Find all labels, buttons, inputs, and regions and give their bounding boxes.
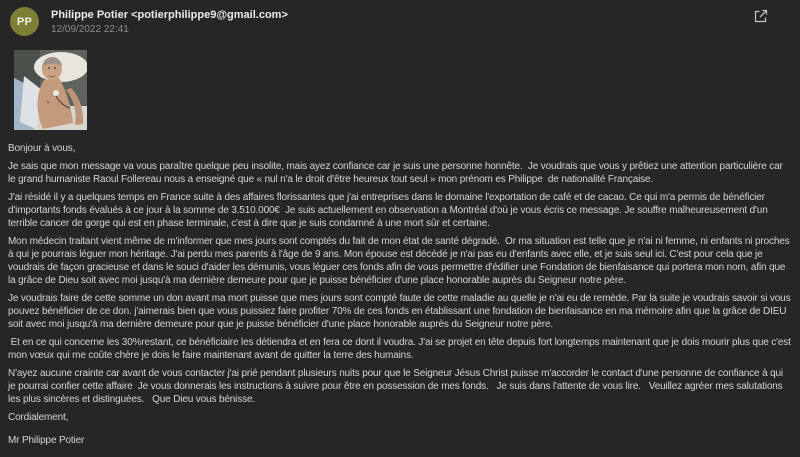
sender-name-address[interactable]: Philippe Potier <potierphilippe9@gmail.com> <box>51 9 288 21</box>
embedded-patient-photo[interactable] <box>14 50 87 130</box>
body-paragraph: N'ayez aucune crainte car avant de vous contacter j'ai prié pendant plusieurs nuits pour que le Seigneur Jésus Christ puisse m'accorder le contact d'une personne de confiance à qui je pourrai confier cette affaire Je vous donnerais les instructions à suivre pour être en possession de mes fonds. Je suis dans l'attente de vous lire. Veuillez agréer mes salutations les plus sincères et distinguées. Que Dieu vous bénisse. <box>8 368 786 405</box>
sender-info <box>51 7 288 37</box>
signature-text: Mr Philippe Potier <box>8 435 85 446</box>
body-paragraph: Je voudrais faire de cette somme un don avant ma mort puisse que mes jours sont compté faute de cette maladie au quelle je n'ai eu de remède. Par la suite je voudrais savoir si vous pouvez bénéficier de ce don. j'aimerais bien que vous puissiez faire profiter 70% de ces fonds en établissant une fondation de bienfaisance en ma mémoire afin que la grâce de DIEU soit avec moi jusqu'à ma dernière demeure pour que je puisse bénéficier d'une place honorable auprès du Seigneur notre père. <box>8 293 794 330</box>
body-paragraph: Et en ce qui concerne les 30%restant, ce bénéficiaire les détiendra et en fera ce dont il voudra. J'ai se projet en tête depuis fort longtemps maintenant que je dois mourir plus que c'est mon vœux qui me coûte chère je dois le faire maintenant avant de quitter la terre des humains. <box>8 337 794 361</box>
greeting-text: Bonjour à vous, <box>8 143 76 154</box>
email-body <box>8 142 792 452</box>
message-timestamp: 12/09/2022 22:41 <box>51 24 129 35</box>
open-in-new-window-icon[interactable] <box>752 7 770 25</box>
closing-text: Cordialement, <box>8 412 69 423</box>
body-paragraph: Mon médecin traitant vient même de m'informer que mes jours sont comptés du fait de mon état de santé dégradé. Or ma situation est telle que je n'ai ni femme, ni enfants ni proches à qui je pourrais léguer mon héritage. J'ai perdu mes parents à l'âge de 9 ans. Mon épouse est décédé je n'ai pas eu d'enfants avec elle, et je suis seul ici. C'est pour cela que je voudrais de façon gracieuse et dans le souci d'aider les démunis, vous léguer ces fonds afin de vous permettre d'édifier une Fondation de bienfaisance qui portera mon nom, afin que la grâce de Dieu soit avec moi jusqu'à ma dernière demeure pour que je puisse bénéficier d'une place honorable auprès du Seigneur notre père. <box>8 236 793 286</box>
email-header <box>0 0 800 37</box>
body-paragraph: J'ai résidé il y a quelques temps en France suite à des affaires florissantes que j'ai entreprises dans le domaine l'exportation de café et de cacao. Ce qui m'a permis de bénéficier d'importants fonds évalués à ce jour à la somme de 3.510.000€ Je suis actuellement en observation a Montréal d'où je vous écris ce message. Je souffre malheureusement d'un terrible cancer de gorge qui est en phase terminale, c'est à dire que je suis condamné à une mort sûr et certaine. <box>8 192 771 229</box>
body-paragraph: Je sais que mon message va vous paraître quelque peu insolite, mais ayez confiance car je suis une personne honnête. Je voudrais que vous y prêtiez une attention particulière car le grand humaniste Raoul Follereau nous a enseigné que « nul n'a le droit d'être heureux tout seul » mon prénom es Philippe de nationalité Française. <box>8 161 786 185</box>
sender-avatar[interactable]: PP <box>10 7 39 36</box>
